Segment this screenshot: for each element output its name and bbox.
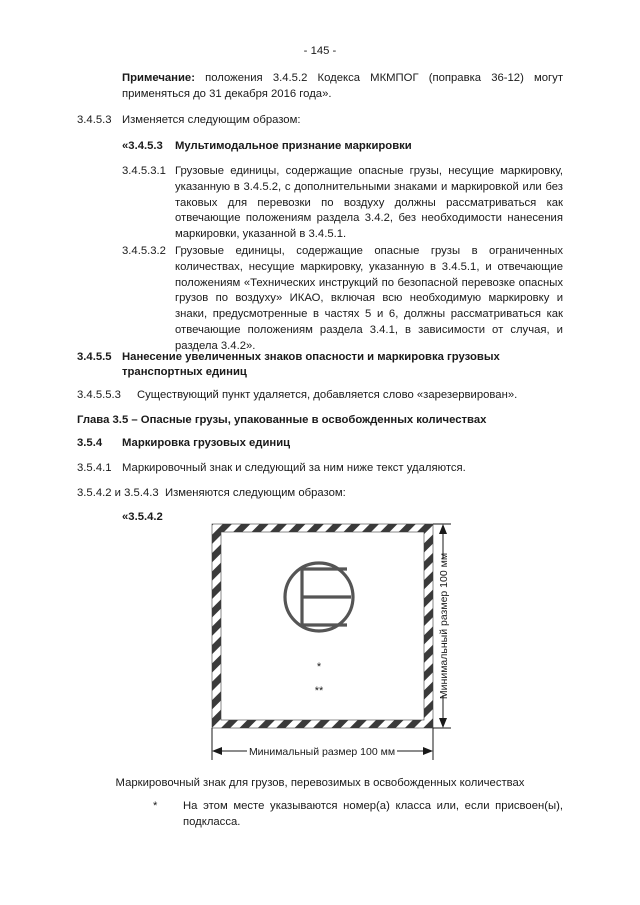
note-label: Примечание: (122, 72, 195, 84)
heading-354-title: Маркировка грузовых единиц (122, 437, 291, 449)
paragraph-34532-text: Грузовые единицы, содержащие опасные грузы в ограниченных количествах, несущие маркировку, указанную в 3.4.5.1, и отвечающие положениям «Технических инструкций по безопасной перевозке опасных грузов по воздуху» ИКАО, включая всю необходимую маркировку и знаки, предусмотренные в частях 5 и 6, должны рассматриваться как отвечающие положениям раздела 3.4.1, в зависимости от случая, и раздела 3.4.2». (175, 245, 563, 352)
heading-3455-line1: Нанесение увеличенных знаков опасности и маркировка грузовых (122, 351, 500, 363)
paragraph-3541-text: Маркировочный знак и следующий за ним ниже текст удаляются. (122, 462, 466, 474)
note-text: положения 3.4.5.2 Кодекса МКМПОГ (поправка 36-12) могут применяться до 31 декабря 2016 года». (122, 72, 563, 100)
circle-e-symbol (285, 563, 353, 631)
heading-3542-number: «3.5.4.2 (122, 511, 163, 523)
paragraph-34531-text: Грузовые единицы, содержащие опасные грузы, несущие маркировку, указанную в 3.4.5.2, с дополнительными знаками и маркировкой или без таковых для перевозки по воздуху должны рассматриваться как отвечающие положениям раздела 3.4.2, без необходимости нанесения маркировки, указанной в 3.4.5.1. (175, 165, 563, 241)
heading-3455-line2: транспортных единиц (122, 366, 247, 378)
vertical-dimension-label: Минимальный размер 100 мм (438, 552, 450, 700)
horizontal-dimension-label: Минимальный размер 100 мм (248, 746, 396, 758)
class-placeholder-star: * (316, 661, 322, 673)
section-3453-text: Изменяется следующим образом: (122, 114, 301, 126)
paragraph-34553-text: Существующий пункт удаляется, добавляется слово «зарезервирован». (137, 389, 518, 401)
count-placeholder-stars: ** (314, 685, 324, 697)
paragraph-34532-number: 3.4.5.3.2 (122, 245, 166, 257)
heading-3453-title: Мультимодальное признание маркировки (175, 140, 412, 152)
footnote-text: На этом месте указываются номер(а) класса или, если присвоен(ы), подкласса. (183, 800, 563, 828)
paragraph-3541-number: 3.5.4.1 (77, 462, 112, 474)
note-paragraph (122, 71, 563, 103)
heading-3453-number: «3.4.5.3 (122, 140, 163, 152)
paragraph-34531-number: 3.4.5.3.1 (122, 165, 166, 177)
chapter-heading: Глава 3.5 – Опасные грузы, упакованные в освобожденных количествах (77, 414, 487, 426)
paragraph-34553-number: 3.4.5.5.3 (77, 389, 121, 401)
paragraph-3542-text: 3.5.4.2 и 3.5.4.3 Изменяются следующим образом: (77, 487, 346, 499)
footnote-star: * (153, 800, 158, 812)
excepted-quantities-mark-figure (195, 515, 465, 765)
heading-354-number: 3.5.4 (77, 437, 103, 449)
figure-caption: Маркировочный знак для грузов, перевозимых в освобожденных количествах (115, 777, 525, 789)
heading-3455-number: 3.4.5.5 (77, 351, 112, 363)
page-number: - 145 - (303, 45, 337, 57)
section-3453-number: 3.4.5.3 (77, 114, 112, 126)
